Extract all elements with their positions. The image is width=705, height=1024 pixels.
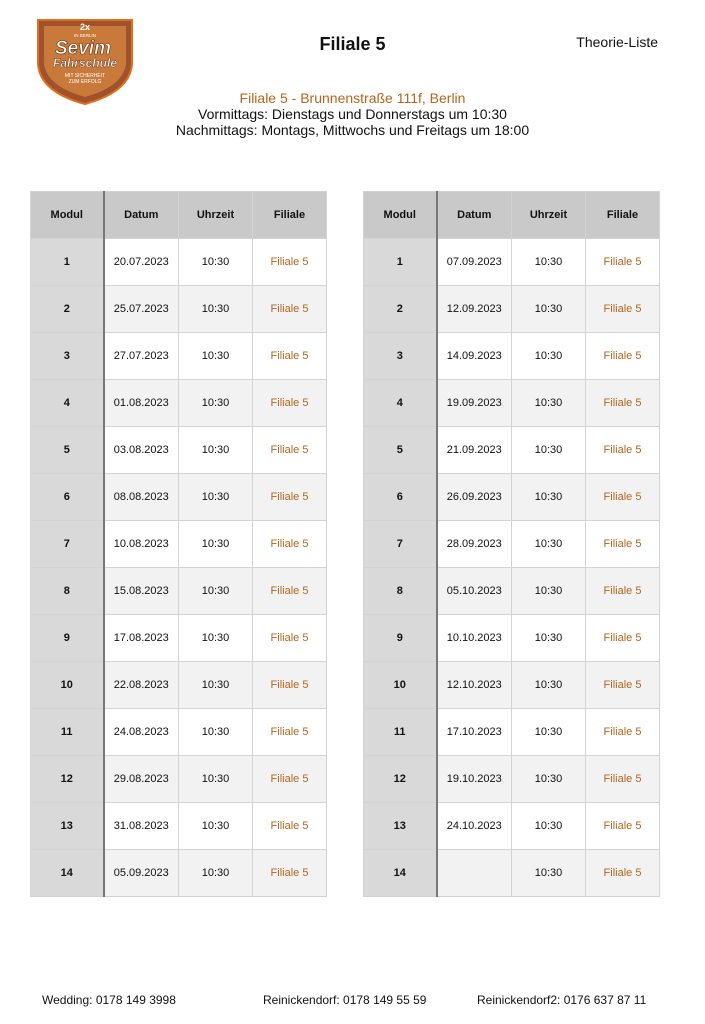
table-row	[364, 803, 660, 850]
cell-datum: 05.10.2023	[437, 568, 512, 615]
schedule-table-1	[30, 191, 327, 897]
cell-filiale: Filiale 5	[586, 521, 660, 568]
cell-datum: 12.10.2023	[437, 662, 512, 709]
cell-modul: 13	[31, 803, 104, 850]
cell-datum: 17.10.2023	[437, 709, 512, 756]
page-title: Filiale 5	[319, 34, 386, 54]
footer-phone-wedding: Wedding: 0178 149 3998	[42, 993, 176, 1007]
cell-modul: 11	[364, 709, 437, 756]
cell-uhrzeit: 10:30	[512, 615, 586, 662]
logo-small-text: IN BERLIN	[73, 33, 97, 38]
cell-datum: 24.10.2023	[437, 803, 512, 850]
cell-modul: 10	[364, 662, 437, 709]
cell-datum: 10.10.2023	[437, 615, 512, 662]
cell-modul: 9	[364, 615, 437, 662]
cell-uhrzeit: 10:30	[179, 521, 253, 568]
cell-modul: 5	[31, 427, 104, 474]
cell-uhrzeit: 10:30	[179, 756, 253, 803]
cell-uhrzeit: 10:30	[512, 380, 586, 427]
header-modul: Modul	[364, 192, 437, 239]
cell-datum: 21.09.2023	[437, 427, 512, 474]
cell-filiale: Filiale 5	[586, 427, 660, 474]
cell-filiale: Filiale 5	[253, 568, 327, 615]
table-row	[364, 427, 660, 474]
logo-slogan-line1: MIT SICHERHEIT	[64, 73, 106, 79]
cell-uhrzeit: 10:30	[179, 803, 253, 850]
table-row	[364, 333, 660, 380]
table-row	[31, 662, 327, 709]
table-row	[364, 239, 660, 286]
cell-datum: 26.09.2023	[437, 474, 512, 521]
cell-filiale: Filiale 5	[586, 239, 660, 286]
footer-phone-reinickendorf2: Reinickendorf2: 0176 637 87 11	[477, 993, 647, 1007]
cell-datum	[437, 850, 512, 897]
logo-slogan-line2: ZUM ERFOLG	[68, 79, 102, 85]
table-row	[364, 709, 660, 756]
table-row	[31, 521, 327, 568]
table-row	[31, 568, 327, 615]
cell-uhrzeit: 10:30	[512, 521, 586, 568]
cell-datum: 08.08.2023	[104, 474, 179, 521]
cell-filiale: Filiale 5	[253, 709, 327, 756]
schedule-table-2	[363, 191, 660, 897]
cell-uhrzeit: 10:30	[512, 239, 586, 286]
branch-address: Filiale 5 - Brunnenstraße 111f, Berlin	[239, 90, 466, 106]
cell-uhrzeit: 10:30	[512, 333, 586, 380]
cell-modul: 12	[364, 756, 437, 803]
footer-phone-reinickendorf: Reinickendorf: 0178 149 55 59	[263, 993, 427, 1007]
cell-uhrzeit: 10:30	[512, 286, 586, 333]
cell-filiale: Filiale 5	[253, 286, 327, 333]
table-row	[364, 380, 660, 427]
cell-modul: 12	[31, 756, 104, 803]
table-row	[31, 803, 327, 850]
cell-filiale: Filiale 5	[253, 521, 327, 568]
cell-datum: 20.07.2023	[104, 239, 179, 286]
cell-modul: 1	[364, 239, 437, 286]
cell-datum: 27.07.2023	[104, 333, 179, 380]
cell-uhrzeit: 10:30	[179, 662, 253, 709]
table-row	[364, 615, 660, 662]
cell-modul: 8	[31, 568, 104, 615]
cell-filiale: Filiale 5	[586, 474, 660, 521]
table-row	[364, 568, 660, 615]
table-row	[364, 474, 660, 521]
document-type: Theorie-Liste	[576, 34, 658, 50]
cell-uhrzeit: 10:30	[512, 568, 586, 615]
cell-datum: 12.09.2023	[437, 286, 512, 333]
table-row	[31, 239, 327, 286]
cell-uhrzeit: 10:30	[512, 850, 586, 897]
cell-uhrzeit: 10:30	[179, 850, 253, 897]
cell-uhrzeit: 10:30	[179, 286, 253, 333]
cell-filiale: Filiale 5	[253, 803, 327, 850]
table-header-row	[364, 192, 660, 239]
cell-filiale: Filiale 5	[586, 756, 660, 803]
logo-badge-text: 2x	[79, 22, 91, 32]
cell-uhrzeit: 10:30	[179, 380, 253, 427]
cell-modul: 9	[31, 615, 104, 662]
table-row	[31, 380, 327, 427]
header-modul: Modul	[31, 192, 104, 239]
cell-filiale: Filiale 5	[253, 662, 327, 709]
cell-uhrzeit: 10:30	[179, 427, 253, 474]
table-row	[31, 333, 327, 380]
cell-modul: 14	[364, 850, 437, 897]
cell-uhrzeit: 10:30	[179, 239, 253, 286]
cell-datum: 07.09.2023	[437, 239, 512, 286]
cell-filiale: Filiale 5	[586, 850, 660, 897]
cell-filiale: Filiale 5	[586, 662, 660, 709]
cell-filiale: Filiale 5	[253, 427, 327, 474]
cell-modul: 14	[31, 850, 104, 897]
table-row	[31, 850, 327, 897]
header-uhrzeit: Uhrzeit	[512, 192, 586, 239]
cell-datum: 19.09.2023	[437, 380, 512, 427]
cell-datum: 15.08.2023	[104, 568, 179, 615]
table-row	[364, 662, 660, 709]
cell-filiale: Filiale 5	[586, 380, 660, 427]
cell-modul: 8	[364, 568, 437, 615]
cell-modul: 7	[364, 521, 437, 568]
cell-uhrzeit: 10:30	[179, 474, 253, 521]
table-row	[364, 286, 660, 333]
cell-modul: 11	[31, 709, 104, 756]
cell-filiale: Filiale 5	[586, 709, 660, 756]
cell-datum: 10.08.2023	[104, 521, 179, 568]
cell-filiale: Filiale 5	[586, 615, 660, 662]
cell-datum: 03.08.2023	[104, 427, 179, 474]
cell-filiale: Filiale 5	[586, 803, 660, 850]
cell-uhrzeit: 10:30	[512, 662, 586, 709]
header-datum: Datum	[437, 192, 512, 239]
table-row	[364, 756, 660, 803]
cell-uhrzeit: 10:30	[512, 709, 586, 756]
cell-datum: 24.08.2023	[104, 709, 179, 756]
table-row	[364, 521, 660, 568]
cell-filiale: Filiale 5	[253, 615, 327, 662]
table-row	[31, 756, 327, 803]
cell-uhrzeit: 10:30	[512, 803, 586, 850]
table-row	[31, 474, 327, 521]
cell-datum: 05.09.2023	[104, 850, 179, 897]
cell-modul: 3	[364, 333, 437, 380]
cell-modul: 2	[31, 286, 104, 333]
table-row	[31, 286, 327, 333]
cell-uhrzeit: 10:30	[512, 427, 586, 474]
cell-filiale: Filiale 5	[586, 286, 660, 333]
cell-modul: 1	[31, 239, 104, 286]
header-datum: Datum	[104, 192, 179, 239]
cell-modul: 5	[364, 427, 437, 474]
cell-filiale: Filiale 5	[586, 568, 660, 615]
cell-modul: 13	[364, 803, 437, 850]
cell-filiale: Filiale 5	[253, 333, 327, 380]
table-row	[364, 850, 660, 897]
cell-filiale: Filiale 5	[586, 333, 660, 380]
header-filiale: Filiale	[586, 192, 660, 239]
afternoon-schedule: Nachmittags: Montags, Mittwochs und Freitags um 18:00	[175, 122, 530, 138]
cell-uhrzeit: 10:30	[179, 333, 253, 380]
table-row	[31, 709, 327, 756]
location-info	[0, 90, 705, 138]
cell-modul: 2	[364, 286, 437, 333]
cell-uhrzeit: 10:30	[512, 756, 586, 803]
cell-modul: 10	[31, 662, 104, 709]
cell-uhrzeit: 10:30	[179, 709, 253, 756]
cell-filiale: Filiale 5	[253, 474, 327, 521]
cell-modul: 6	[364, 474, 437, 521]
cell-modul: 4	[31, 380, 104, 427]
cell-filiale: Filiale 5	[253, 756, 327, 803]
logo-brand-line1: Sevim	[55, 38, 111, 59]
table-header-row	[31, 192, 327, 239]
cell-modul: 4	[364, 380, 437, 427]
cell-filiale: Filiale 5	[253, 850, 327, 897]
cell-modul: 7	[31, 521, 104, 568]
cell-datum: 01.08.2023	[104, 380, 179, 427]
table-row	[31, 427, 327, 474]
cell-datum: 22.08.2023	[104, 662, 179, 709]
cell-uhrzeit: 10:30	[179, 615, 253, 662]
cell-uhrzeit: 10:30	[512, 474, 586, 521]
cell-datum: 25.07.2023	[104, 286, 179, 333]
header-filiale: Filiale	[253, 192, 327, 239]
morning-schedule: Vormittags: Dienstags und Donnerstags um 10:30	[198, 106, 507, 122]
cell-uhrzeit: 10:30	[179, 568, 253, 615]
header-uhrzeit: Uhrzeit	[179, 192, 253, 239]
cell-datum: 17.08.2023	[104, 615, 179, 662]
table-row	[31, 615, 327, 662]
logo-brand-line2: Fahrschule	[52, 56, 118, 70]
cell-datum: 28.09.2023	[437, 521, 512, 568]
cell-modul: 3	[31, 333, 104, 380]
cell-datum: 19.10.2023	[437, 756, 512, 803]
cell-datum: 14.09.2023	[437, 333, 512, 380]
cell-datum: 31.08.2023	[104, 803, 179, 850]
cell-datum: 29.08.2023	[104, 756, 179, 803]
cell-filiale: Filiale 5	[253, 239, 327, 286]
cell-filiale: Filiale 5	[253, 380, 327, 427]
cell-modul: 6	[31, 474, 104, 521]
